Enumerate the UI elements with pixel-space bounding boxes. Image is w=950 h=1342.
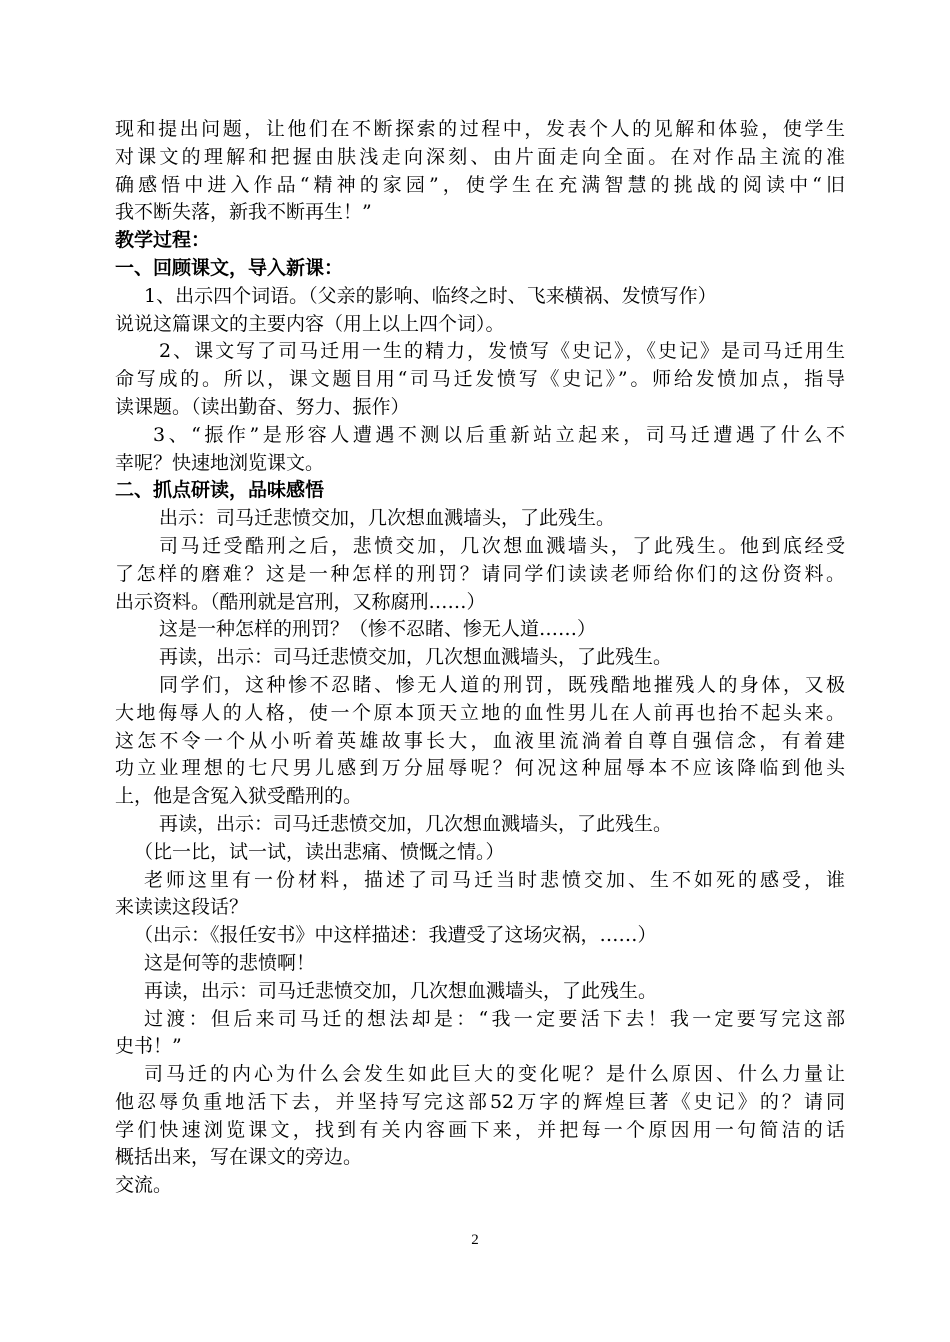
section-heading: 一、回顾课文，导入新课： [115, 256, 344, 279]
text-line: 对课文的理解和把握由肤浅走向深刻、由片面走向全面。在对作品主流的准 [115, 145, 845, 168]
text-line: 过渡：但后来司马迁的想法却是：“我一定要活下去！我一定要写完这部 [144, 1007, 845, 1030]
text-line: 来读读这段话？ [115, 896, 249, 919]
text-line: 确感悟中进入作品“精神的家园”，使学生在充满智慧的挑战的阅读中“旧 [115, 173, 845, 196]
text-line: 大地侮辱人的人格，使一个原本顶天立地的血性男儿在人前再也抬不起头来。 [115, 701, 845, 724]
text-line: 1、出示四个词语。（父亲的影响、临终之时、飞来横祸、发愤写作） [144, 284, 717, 307]
text-line: 这是何等的悲愤啊！ [144, 951, 316, 974]
text-line: 说说这篇课文的主要内容（用上以上四个词）。 [115, 312, 505, 335]
text-line: 再读，出示：司马迁悲愤交加，几次想血溅墙头，了此残生。 [159, 812, 673, 835]
text-line: （出示：《报任安书》中这样描述：我遭受了这场灾祸，……） [134, 924, 657, 947]
text-line: 司马迁受酷刑之后，悲愤交加，几次想血溅墙头，了此残生。他到底经受 [159, 534, 845, 557]
text-line: 3、“振作”是形容人遭遇不测以后重新站立起来，司马迁遭遇了什么不 [153, 423, 845, 446]
page-number: 2 [471, 1232, 479, 1248]
text-line: 命写成的。所以，课文题目用“司马迁发愤写《史记》”。师给发愤加点，指导 [115, 368, 845, 391]
text-line: 史书！” [115, 1035, 182, 1058]
text-line: 再读，出示：司马迁悲愤交加，几次想血溅墙头，了此残生。 [144, 979, 658, 1002]
text-line: 2、课文写了司马迁用一生的精力，发愤写《史记》，《史记》是司马迁用生 [159, 340, 845, 363]
text-line: 他忍辱负重地活下去，并坚持写完这部52万字的辉煌巨著《史记》的？请同 [115, 1090, 845, 1113]
text-line: 出示资料。（酷刑就是宫刑，又称腐刑……） [115, 590, 486, 613]
text-line: 司马迁的内心为什么会发生如此巨大的变化呢？是什么原因、什么力量让 [144, 1063, 845, 1086]
text-line: 老师这里有一份材料，描述了司马迁当时悲愤交加、生不如死的感受，谁 [144, 868, 845, 891]
text-line: 功立业理想的七尺男儿感到万分屈辱呢？何况这种屈辱本不应该降临到他头 [115, 757, 845, 780]
text-line: 概括出来，写在课文的旁边。 [115, 1146, 363, 1169]
text-line: 交流。 [115, 1174, 173, 1197]
text-line: 同学们，这种惨不忍睹、惨无人道的刑罚，既残酷地摧残人的身体，又极 [159, 673, 845, 696]
text-line: 幸呢？快速地浏览课文。 [115, 451, 325, 474]
text-line: 这是一种怎样的刑罚？（惨不忍睹、惨无人道……） [159, 618, 597, 641]
text-line: 我不断失落，新我不断再生！” [115, 201, 372, 224]
text-line: 再读，出示：司马迁悲愤交加，几次想血溅墙头，了此残生。 [159, 646, 673, 669]
text-line: 了怎样的磨难？这是一种怎样的刑罚？请同学们读读老师给你们的这份资料。 [115, 562, 845, 585]
section-heading: 教学过程： [115, 229, 211, 252]
text-line: 读课题。（读出勤奋、努力、振作） [115, 395, 410, 418]
section-heading: 二、抓点研读，品味感悟 [115, 479, 325, 502]
text-line: 上，他是含冤入狱受酷刑的。 [115, 785, 363, 808]
text-line: 这怎不令一个从小听着英雄故事长大，血液里流淌着自尊自强信念，有着建 [115, 729, 845, 752]
text-line: 现和提出问题，让他们在不断探索的过程中，发表个人的见解和体验，使学生 [115, 118, 845, 140]
page-body [115, 116, 845, 1200]
text-line: 学们快速浏览课文，找到有关内容画下来，并把每一个原因用一句简洁的话 [115, 1118, 845, 1141]
text-line: （比一比，试一试，读出悲痛、愤慨之情。） [134, 840, 505, 863]
text-line: 出示：司马迁悲愤交加，几次想血溅墙头，了此残生。 [159, 507, 616, 530]
